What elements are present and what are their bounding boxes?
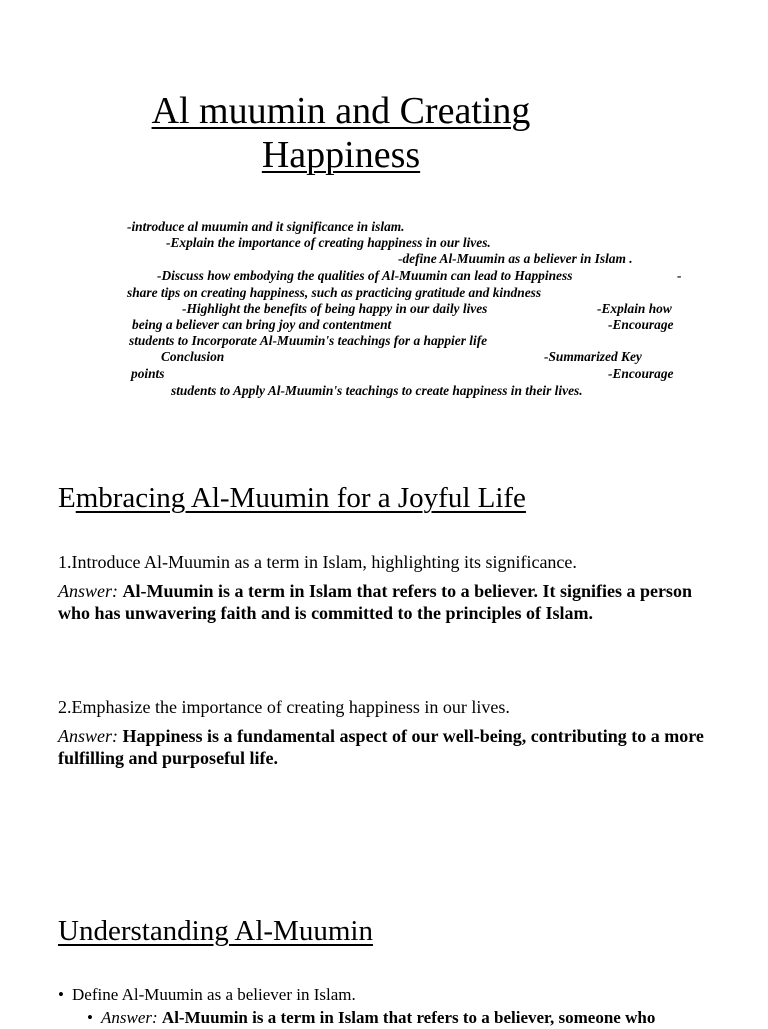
- outline-item: share tips on creating happiness, such as practicing gratitude and kindness: [127, 285, 542, 300]
- section-heading-initial: E: [58, 482, 76, 514]
- answer-label: Answer:: [58, 581, 118, 601]
- outline-item: -Summarized Key: [544, 349, 642, 364]
- outline-item: points: [131, 366, 165, 381]
- answer-text: Al-Muumin is a term in Islam that refers to a believer. It signifies a person who has unwavering faith and is committed to the principles of Islam.: [58, 581, 692, 623]
- outline-item: -introduce al muumin and it significance in islam.: [127, 219, 405, 234]
- outline-item: -Discuss how embodying the qualities of Al-Muumin can lead to Happiness: [157, 268, 573, 283]
- document-title-line-1: Al muumin and Creating: [151, 90, 531, 132]
- section-heading-embracing: [58, 481, 526, 515]
- section-heading-rest: mbracing Al-Muumin for a Joyful Life: [75, 482, 526, 514]
- outline-item: -Explain how: [597, 301, 672, 316]
- outline-item: students to Apply Al-Muumin's teachings to create happiness in their lives.: [171, 383, 583, 398]
- outline-item: -Explain the importance of creating happiness in our lives.: [166, 235, 491, 250]
- outline-item: -Highlight the benefits of being happy in our daily lives: [182, 301, 488, 316]
- outline-item: students to Incorporate Al-Muumin's teachings for a happier life: [129, 333, 488, 348]
- answer-text: Al-Muumin is a term in Islam that refers to a believer, someone who: [161, 1008, 656, 1027]
- sub-bullet-item: [87, 1007, 655, 1029]
- bullet-text: Define Al-Muumin as a believer in Islam.: [72, 985, 356, 1004]
- answer-1: [58, 580, 708, 624]
- outline-item: being a believer can bring joy and contentment: [132, 317, 392, 332]
- answer-label: Answer:: [101, 1008, 158, 1027]
- question-1: 1.Introduce Al-Muumin as a term in Islam, highlighting its significance.: [58, 552, 577, 572]
- outline-item: -: [677, 268, 682, 283]
- answer-2: [58, 725, 708, 769]
- section-heading-text: Understanding Al-Muumin: [58, 915, 373, 947]
- outline-item: -define Al-Muumin as a believer in Islam .: [398, 251, 633, 266]
- bullet-item: [58, 984, 356, 1006]
- answer-label: Answer:: [58, 726, 118, 746]
- bullet-icon: •: [87, 1008, 93, 1027]
- bullet-icon: •: [58, 985, 64, 1004]
- outline-item: -Encourage: [608, 366, 674, 381]
- outline-item: -Encourage: [608, 317, 674, 332]
- answer-text: Happiness is a fundamental aspect of our well-being, contributing to a more fulfilling and purposeful life.: [58, 726, 704, 768]
- outline-item: Conclusion: [161, 349, 225, 364]
- document-title-line-2: Happiness: [261, 134, 421, 176]
- question-2: 2.Emphasize the importance of creating happiness in our lives.: [58, 697, 510, 717]
- section-heading-understanding: [58, 914, 373, 948]
